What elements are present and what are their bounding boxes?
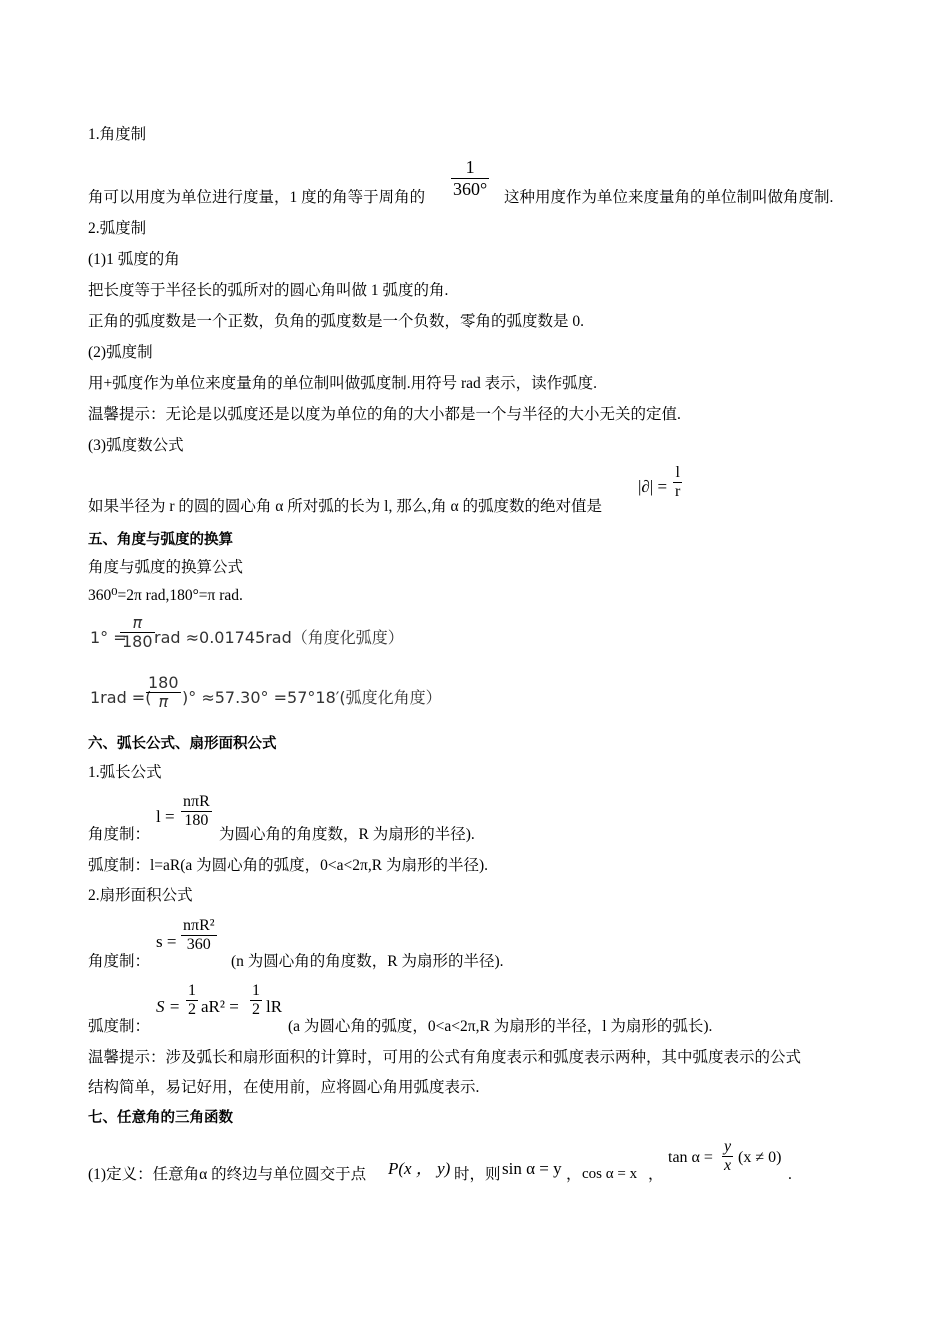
area-rad-f1-den: 2	[188, 1001, 196, 1019]
area-deg-num: nπR²	[181, 917, 217, 936]
section-1-title: 1.角度制	[88, 126, 147, 143]
radian-frac-num: l	[673, 464, 682, 483]
section-2-3-title: (3)弧度数公式	[88, 437, 184, 454]
conv1-den: 180	[122, 632, 153, 652]
section-2-2-title: (2)弧度制	[88, 344, 153, 361]
area-rad-frac-1	[186, 982, 198, 1020]
heading-5-subtitle: 角度与弧度的换算公式	[88, 559, 244, 576]
conv2-den: π	[158, 692, 169, 712]
area-rad-end: lR	[266, 997, 283, 1016]
arc-length-title: 1.弧长公式	[88, 764, 162, 781]
def-end: .	[788, 1166, 792, 1183]
area-rad-mid: aR² =	[201, 997, 239, 1016]
def-tan-den: x	[724, 1157, 732, 1175]
def-cos: cos α = x	[582, 1166, 638, 1182]
radian-formula-lhs: |∂| =	[638, 477, 668, 496]
conv2-lhs: 1rad =(	[90, 688, 152, 707]
tip-2-line-1: 温馨提示：涉及弧长和扇形面积的计算时，可用的公式有角度表示和弧度表示两种，其中弧度表示的公式	[88, 1049, 802, 1066]
conv1-num: π	[120, 614, 155, 633]
area-deg-label: 角度制：	[88, 953, 151, 970]
arc-deg-num: nπR	[181, 793, 212, 812]
radian-formula-text: 如果半径为 r 的圆的圆心角 α 所对弧的长为 l, 那么,角 α 的弧度数的绝对值是	[88, 498, 602, 515]
def-tan-lhs: tan α =	[668, 1149, 713, 1166]
degree-text-b: 这种用度作为单位来度量角的单位制叫做角度制.	[504, 189, 834, 206]
def-tan-cond: (x ≠ 0)	[738, 1149, 782, 1166]
area-rad-f1-num: 1	[186, 982, 198, 1001]
heading-7: 七、任意角的三角函数	[88, 1110, 233, 1126]
def-tan-fraction	[722, 1138, 733, 1176]
def-point: P(x ， y)	[388, 1159, 451, 1178]
area-rad-f2-den: 2	[252, 1001, 260, 1019]
arc-deg-lhs: l =	[156, 807, 175, 826]
area-rad-note: (a 为圆心角的弧度，0<a<2π,R 为扇形的半径，l 为扇形的弧长).	[288, 1018, 713, 1035]
radian-frac-den: r	[675, 483, 681, 501]
area-deg-lhs: s =	[156, 932, 177, 951]
radian-formula-fraction	[673, 464, 682, 502]
def-text-b: 时，则	[454, 1166, 501, 1183]
area-rad-label: 弧度制：	[88, 1018, 151, 1035]
heading-6: 六、弧长公式、扇形面积公式	[88, 736, 277, 752]
arc-deg-note: 为圆心角的角度数，R 为扇形的半径).	[219, 826, 475, 843]
def-comma-2: ，	[648, 1166, 664, 1183]
degree-frac-den: 360°	[453, 178, 488, 199]
radian-system-definition: 用+弧度作为单位来度量角的单位制叫做弧度制.用符号 rad 表示，读作弧度.	[88, 375, 598, 392]
conv2-fraction	[146, 674, 181, 712]
area-deg-den: 360	[186, 936, 211, 954]
radian-sign-rule: 正角的弧度数是一个正数，负角的弧度数是一个负数，零角的弧度数是 0.	[88, 313, 585, 330]
radian-definition: 把长度等于半径长的弧所对的圆心角叫做 1 弧度的角.	[88, 282, 449, 299]
conv2-num: 180	[148, 673, 179, 692]
def-comma-1: ，	[566, 1166, 582, 1183]
tip-2-line-2: 结构简单，易记好用，在使用前，应将圆心角用弧度表示.	[88, 1079, 480, 1096]
def-tan-num: y	[722, 1138, 733, 1157]
conversion-basic-formula: 360⁰=2π rad,180°=π rad.	[88, 587, 243, 604]
area-rad-lhs: S =	[156, 997, 181, 1016]
area-deg-fraction	[181, 917, 217, 955]
arc-length-radian: 弧度制：l=aR(a 为圆心角的弧度，0<a<2π,R 为扇形的半径).	[88, 857, 488, 874]
conv2-rest: )° ≈57.30° =57°18′(弧度化角度）	[182, 688, 442, 707]
degree-frac-num: 1	[451, 157, 489, 179]
sector-area-title: 2.扇形面积公式	[88, 887, 193, 904]
conv1-rest: rad ≈0.01745rad（角度化弧度）	[154, 628, 404, 647]
def-text-a: (1)定义：任意角α 的终边与单位圆交于点	[88, 1166, 367, 1183]
arc-deg-den: 180	[184, 812, 209, 830]
area-rad-f2-num: 1	[250, 982, 262, 1001]
tip-1: 温馨提示：无论是以弧度还是以度为单位的角的大小都是一个与半径的大小无关的定值.	[88, 406, 681, 423]
section-2-1-title: (1)1 弧度的角	[88, 251, 180, 268]
area-rad-frac-2	[250, 982, 262, 1020]
arc-deg-fraction	[181, 793, 212, 831]
area-deg-note: (n 为圆心角的角度数，R 为扇形的半径).	[231, 953, 504, 970]
conv1-fraction	[120, 614, 155, 652]
section-2-title: 2.弧度制	[88, 220, 147, 237]
conv1-lhs: 1° =	[90, 628, 127, 647]
degree-text-a: 角可以用度为单位进行度量，1 度的角等于周角的	[88, 189, 426, 206]
arc-deg-label: 角度制：	[88, 826, 151, 843]
def-sin: sin α = y	[502, 1159, 562, 1178]
degree-fraction	[451, 157, 489, 199]
heading-5: 五、角度与弧度的换算	[88, 532, 233, 548]
